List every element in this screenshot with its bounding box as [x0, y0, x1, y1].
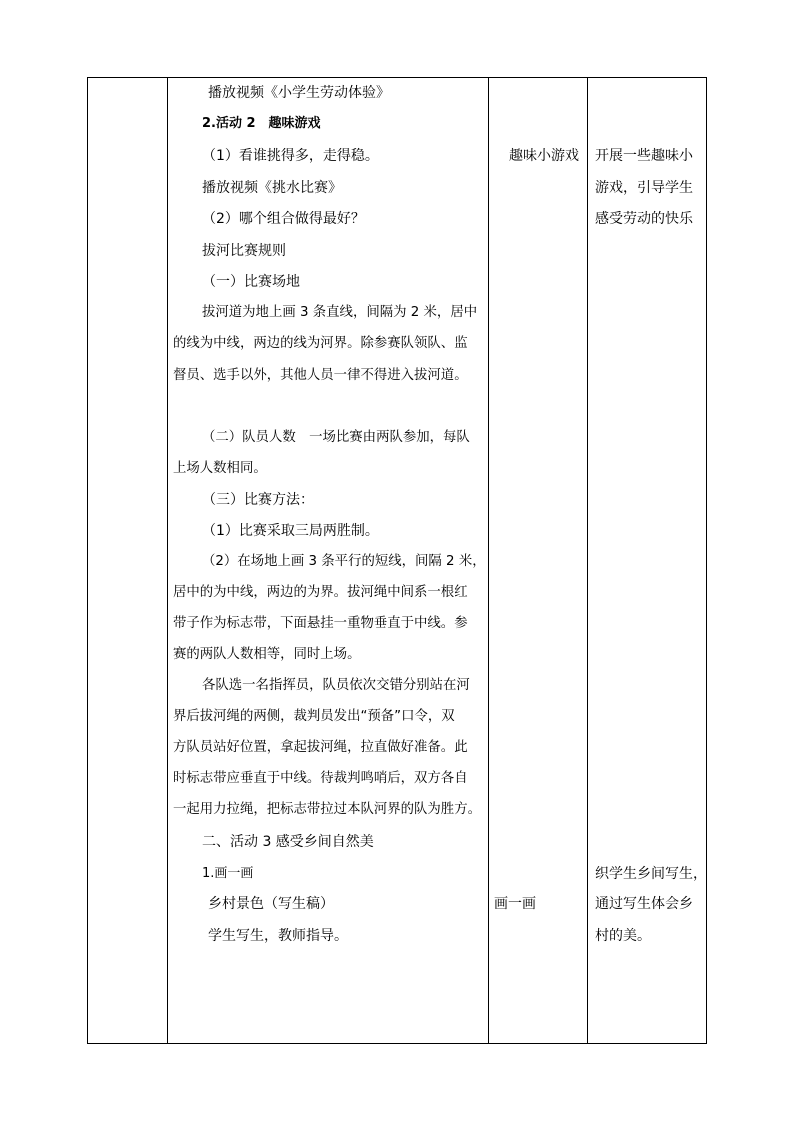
student-activity-line: 画一画 [494, 896, 536, 912]
activity-paragraph-line: 界后拔河绳的两侧，裁判员发出“预备”口令，双 [173, 709, 455, 724]
activity-line: 播放视频《小学生劳动体验》 [208, 85, 390, 101]
activity-paragraph-line: 拔河道为地上画 3 条直线，间隔为 2 米，居中 [202, 305, 478, 320]
activity-line: 学生写生，教师指导。 [208, 928, 348, 944]
activity-paragraph-line: （二）队员人数 一场比赛由两队参加，每队 [202, 430, 470, 445]
table-bottom-border [87, 1043, 707, 1044]
design-intent-column [588, 78, 706, 1043]
activity-paragraph-line: 居中的为中线，两边的为界。拔河绳中间系一根红 [173, 585, 468, 600]
activity-line: 播放视频《挑水比赛》 [202, 180, 342, 196]
design-intent-line: 开展一些趣味小 [595, 148, 693, 164]
activity-line: 拔河比赛规则 [202, 243, 286, 259]
design-intent-line: 通过写生体会乡 [595, 896, 693, 912]
design-intent-line: 村的美。 [595, 928, 651, 944]
student-activity-line: 趣味小游戏 [509, 148, 579, 164]
activity-paragraph-line: 带子作为标志带，下面悬挂一重物垂直于中线。参 [173, 616, 468, 631]
table-right-border [706, 77, 707, 1044]
activity-line: （1）看谁挑得多，走得稳。 [202, 148, 379, 164]
design-intent-line: 织学生乡间写生， [595, 866, 707, 882]
activity-section-heading: 二、活动 3 感受乡间自然美 [202, 834, 374, 850]
activity-heading: 2.活动 2 趣味游戏 [202, 116, 321, 131]
activity-paragraph-line: 时标志带应垂直于中线。待裁判鸣哨后，双方各自 [173, 771, 468, 786]
student-activity-column [489, 78, 587, 1043]
activity-paragraph-line: （2）在场地上画 3 条平行的短线，间隔 2 米， [202, 554, 486, 569]
design-intent-line: 感受劳动的快乐 [595, 211, 693, 227]
activity-line: （三）比赛方法： [202, 492, 314, 508]
activity-line: （一）比赛场地 [202, 274, 300, 290]
activity-paragraph-line: 各队选一名指挥员，队员依次交错分别站在河 [202, 678, 470, 693]
activity-paragraph-line: 的线为中线，两边的线为河界。除参赛队领队、监 [173, 336, 468, 351]
activity-line: 1.画一画 [202, 866, 254, 881]
activity-paragraph-line: 赛的两队人数相等，同时上场。 [173, 647, 361, 662]
activity-paragraph-line: 一起用力拉绳，把标志带拉过本队河界的队为胜方。 [173, 802, 481, 817]
activity-line: 乡村景色（写生稿） [208, 896, 334, 912]
activity-column [168, 78, 488, 1043]
design-intent-line: 游戏，引导学生 [595, 180, 693, 196]
stage-column-cell [88, 78, 167, 1043]
activity-paragraph-line: 督员、选手以外，其他人员一律不得进入拔河道。 [173, 368, 468, 383]
activity-paragraph-line: 方队员站好位置，拿起拔河绳，拉直做好准备。此 [173, 740, 468, 755]
activity-line: （2）哪个组合做得最好？ [202, 211, 365, 227]
activity-paragraph-line: 上场人数相同。 [173, 461, 267, 476]
activity-line: （1）比赛采取三局两胜制。 [202, 523, 379, 539]
